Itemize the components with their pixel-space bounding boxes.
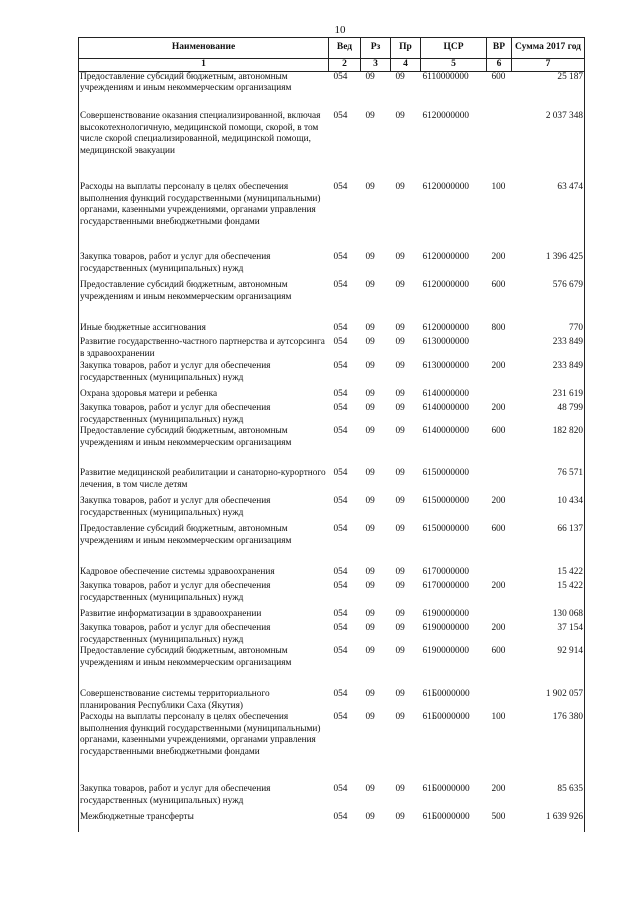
row-ved: 054 — [333, 182, 348, 192]
table-row — [79, 71, 585, 111]
header-rz: Рз — [361, 38, 391, 59]
row-sum: 231 619 — [512, 389, 585, 403]
row-name: Кадровое обеспечение системы здравоохранения — [79, 567, 329, 581]
row-ved: 054 — [333, 812, 348, 822]
row-ved: 054 — [333, 712, 348, 722]
column-number-row — [79, 59, 585, 72]
row-csr: 6190000000 — [422, 646, 469, 656]
table-row — [79, 323, 585, 337]
table-row — [79, 689, 585, 712]
row-rz: 09 — [365, 646, 375, 656]
row-vr: 200 — [491, 403, 506, 413]
row-sum: 176 380 — [512, 712, 585, 784]
row-sum: 15 422 — [512, 581, 585, 609]
row-ved: 054 — [333, 280, 348, 290]
column-number: 2 — [329, 59, 361, 72]
row-pr: 09 — [395, 784, 405, 794]
table-row — [79, 567, 585, 581]
row-name: Закупка товаров, работ и услуг для обеспечения государственных (муниципальных) нужд — [79, 496, 329, 524]
row-vr — [487, 337, 512, 361]
table-row — [79, 468, 585, 496]
row-ved: 054 — [333, 111, 348, 121]
row-sum: 85 635 — [512, 784, 585, 812]
row-ved: 054 — [333, 389, 348, 399]
row-vr — [487, 567, 512, 581]
table-row — [79, 524, 585, 567]
row-sum: 10 434 — [512, 496, 585, 524]
row-ved: 054 — [333, 252, 348, 262]
row-csr: 6150000000 — [422, 468, 469, 478]
table-row — [79, 496, 585, 524]
row-csr: 6120000000 — [422, 252, 469, 262]
row-csr: 61Б0000000 — [422, 812, 470, 822]
row-rz: 09 — [365, 337, 375, 347]
row-ved: 054 — [333, 567, 348, 577]
row-name: Межбюджетные трансферты — [79, 812, 329, 832]
row-pr: 09 — [395, 689, 405, 699]
row-csr: 6120000000 — [422, 111, 469, 121]
row-name: Закупка товаров, работ и услуг для обеспечения государственных (муниципальных) нужд — [79, 581, 329, 609]
table-row — [79, 337, 585, 361]
row-rz: 09 — [365, 252, 375, 262]
row-vr: 800 — [491, 323, 506, 333]
row-name: Предоставление субсидий бюджетным, автономным учреждениям и иным некоммерческим организациям — [79, 646, 329, 689]
row-rz: 09 — [365, 524, 375, 534]
row-vr: 200 — [491, 784, 506, 794]
row-ved: 054 — [333, 323, 348, 333]
row-vr — [487, 111, 512, 182]
row-rz: 09 — [365, 712, 375, 722]
row-rz: 09 — [365, 609, 375, 619]
row-rz: 09 — [365, 361, 375, 371]
row-rz: 09 — [365, 403, 375, 413]
row-ved: 054 — [333, 524, 348, 534]
row-name: Предоставление субсидий бюджетным, автономным учреждениям и иным некоммерческим организациям — [79, 426, 329, 468]
row-sum: 76 571 — [512, 468, 585, 496]
row-rz: 09 — [365, 280, 375, 290]
column-number: 7 — [512, 59, 585, 72]
row-ved: 054 — [333, 403, 348, 413]
row-name: Развитие информатизации в здравоохранении — [79, 609, 329, 623]
table-row — [79, 784, 585, 812]
row-pr: 09 — [395, 712, 405, 722]
table-row — [79, 361, 585, 389]
row-ved: 054 — [333, 468, 348, 478]
header-sum: Сумма 2017 год — [512, 38, 585, 59]
row-pr: 09 — [395, 252, 405, 262]
row-sum: 48 799 — [512, 403, 585, 426]
row-name: Совершенствование оказания специализированной, включая высокотехнологичную, медицинской помощи, скорой, в том числе скорой специализированной, медицинской помощи, медицинской эвакуации — [79, 111, 329, 182]
row-rz: 09 — [365, 468, 375, 478]
table-row — [79, 252, 585, 280]
table-header-row — [79, 38, 585, 59]
row-pr: 09 — [395, 111, 405, 121]
table-row — [79, 389, 585, 403]
row-name: Предоставление субсидий бюджетным, автономным учреждениям и иным некоммерческим организациям — [79, 71, 329, 111]
row-rz: 09 — [365, 426, 375, 436]
row-pr: 09 — [395, 182, 405, 192]
table-row — [79, 426, 585, 468]
row-ved: 054 — [333, 609, 348, 619]
row-vr — [487, 609, 512, 623]
row-rz: 09 — [365, 689, 375, 699]
header-csr: ЦСР — [421, 38, 487, 59]
row-name: Развитие государственно-частного партнерства и аутсорсинга в здравоохранении — [79, 337, 329, 361]
table-row — [79, 812, 585, 832]
row-vr: 200 — [491, 496, 506, 506]
row-csr: 6140000000 — [422, 403, 469, 413]
table-row — [79, 403, 585, 426]
row-ved: 054 — [333, 646, 348, 656]
row-csr: 6190000000 — [422, 623, 469, 633]
row-csr: 6120000000 — [422, 182, 469, 192]
row-vr: 200 — [491, 361, 506, 371]
row-ved: 054 — [333, 426, 348, 436]
row-pr: 09 — [395, 403, 405, 413]
row-sum: 15 422 — [512, 567, 585, 581]
row-sum: 66 137 — [512, 524, 585, 567]
row-rz: 09 — [365, 496, 375, 506]
column-number: 4 — [391, 59, 421, 72]
row-sum: 1 902 057 — [512, 689, 585, 712]
row-pr: 09 — [395, 496, 405, 506]
row-vr: 600 — [491, 280, 506, 290]
row-vr: 600 — [491, 524, 506, 534]
table-row — [79, 182, 585, 252]
column-number: 5 — [421, 59, 487, 72]
row-pr: 09 — [395, 389, 405, 399]
row-sum: 92 914 — [512, 646, 585, 689]
row-vr: 600 — [491, 646, 506, 656]
row-csr: 61Б0000000 — [422, 712, 470, 722]
row-rz: 09 — [365, 567, 375, 577]
row-pr: 09 — [395, 646, 405, 656]
table-row — [79, 712, 585, 784]
row-csr: 6170000000 — [422, 567, 469, 577]
row-rz: 09 — [365, 323, 375, 333]
row-vr — [487, 389, 512, 403]
row-sum: 233 849 — [512, 361, 585, 389]
table-row — [79, 646, 585, 689]
row-sum: 233 849 — [512, 337, 585, 361]
row-name: Расходы на выплаты персоналу в целях обеспечения выполнения функций государственными (муниципальными) органами, казенными учреждениями, органами управления государственными внебюджетными фондами — [79, 182, 329, 252]
header-name: Наименование — [79, 38, 329, 59]
table-row — [79, 623, 585, 646]
row-csr: 6130000000 — [422, 361, 469, 371]
row-name: Закупка товаров, работ и услуг для обеспечения государственных (муниципальных) нужд — [79, 252, 329, 280]
row-csr: 6140000000 — [422, 426, 469, 436]
row-name: Закупка товаров, работ и услуг для обеспечения государственных (муниципальных) нужд — [79, 361, 329, 389]
row-pr: 09 — [395, 609, 405, 619]
header-pr: Пр — [391, 38, 421, 59]
row-pr: 09 — [395, 280, 405, 290]
row-csr: 61Б0000000 — [422, 784, 470, 794]
row-rz: 09 — [365, 111, 375, 121]
row-vr: 600 — [491, 426, 506, 436]
budget-table — [78, 37, 585, 832]
row-rz: 09 — [365, 623, 375, 633]
row-name: Предоставление субсидий бюджетным, автономным учреждениям и иным некоммерческим организациям — [79, 280, 329, 323]
row-pr: 09 — [395, 361, 405, 371]
row-sum: 2 037 348 — [512, 111, 585, 182]
row-pr: 09 — [395, 524, 405, 534]
page-number: 10 — [334, 24, 346, 36]
row-vr: 200 — [491, 252, 506, 262]
row-name: Расходы на выплаты персоналу в целях обеспечения выполнения функций государственными (муниципальными) органами, казенными учреждениями, органами управления государственными внебюджетными фондами — [79, 712, 329, 784]
row-pr: 09 — [395, 812, 405, 822]
row-ved: 054 — [333, 496, 348, 506]
row-name: Иные бюджетные ассигнования — [79, 323, 329, 337]
row-name: Закупка товаров, работ и услуг для обеспечения государственных (муниципальных) нужд — [79, 623, 329, 646]
row-ved: 054 — [333, 337, 348, 347]
row-name: Совершенствование системы территориального планирования Республики Саха (Якутия) — [79, 689, 329, 712]
row-rz: 09 — [365, 389, 375, 399]
row-sum: 25 187 — [512, 71, 585, 111]
row-vr: 200 — [491, 581, 506, 591]
row-csr: 6130000000 — [422, 337, 469, 347]
row-ved: 054 — [333, 689, 348, 699]
column-number: 1 — [79, 59, 329, 72]
row-pr: 09 — [391, 71, 421, 111]
row-ved: 054 — [333, 581, 348, 591]
row-csr: 6190000000 — [422, 609, 469, 619]
row-pr: 09 — [395, 623, 405, 633]
table-row — [79, 280, 585, 323]
row-pr: 09 — [395, 426, 405, 436]
table-row — [79, 609, 585, 623]
row-sum: 63 474 — [512, 182, 585, 252]
row-csr: 6150000000 — [422, 496, 469, 506]
row-name: Охрана здоровья матери и ребенка — [79, 389, 329, 403]
row-pr: 09 — [395, 567, 405, 577]
row-sum: 576 679 — [512, 280, 585, 323]
row-rz: 09 — [361, 71, 391, 111]
row-vr: 200 — [491, 623, 506, 633]
row-vr: 100 — [491, 712, 506, 722]
row-rz: 09 — [365, 812, 375, 822]
header-ved: Вед — [329, 38, 361, 59]
row-name: Предоставление субсидий бюджетным, автономным учреждениям и иным некоммерческим организациям — [79, 524, 329, 567]
row-csr: 6110000000 — [421, 71, 487, 111]
column-number: 3 — [361, 59, 391, 72]
table-body — [79, 71, 585, 832]
column-number: 6 — [487, 59, 512, 72]
row-sum: 182 820 — [512, 426, 585, 468]
row-vr: 600 — [487, 71, 512, 111]
row-pr: 09 — [395, 581, 405, 591]
row-vr — [487, 689, 512, 712]
row-name: Развитие медицинской реабилитации и санаторно-курортного лечения, в том числе детям — [79, 468, 329, 496]
table-row — [79, 111, 585, 182]
row-sum: 770 — [512, 323, 585, 337]
row-pr: 09 — [395, 468, 405, 478]
row-csr: 6120000000 — [422, 323, 469, 333]
row-csr: 6140000000 — [422, 389, 469, 399]
row-ved: 054 — [329, 71, 361, 111]
row-ved: 054 — [333, 784, 348, 794]
row-ved: 054 — [333, 361, 348, 371]
row-vr: 500 — [491, 812, 506, 822]
row-ved: 054 — [333, 623, 348, 633]
row-sum: 1 639 926 — [512, 812, 585, 832]
row-name: Закупка товаров, работ и услуг для обеспечения государственных (муниципальных) нужд — [79, 403, 329, 426]
row-rz: 09 — [365, 784, 375, 794]
row-name: Закупка товаров, работ и услуг для обеспечения государственных (муниципальных) нужд — [79, 784, 329, 812]
row-csr: 6120000000 — [422, 280, 469, 290]
row-vr: 100 — [491, 182, 506, 192]
row-rz: 09 — [365, 182, 375, 192]
row-rz: 09 — [365, 581, 375, 591]
row-sum: 37 154 — [512, 623, 585, 646]
row-sum: 130 068 — [512, 609, 585, 623]
table-row — [79, 581, 585, 609]
header-vr: ВР — [487, 38, 512, 59]
row-vr — [487, 468, 512, 496]
row-csr: 61Б0000000 — [422, 689, 470, 699]
row-pr: 09 — [395, 323, 405, 333]
row-sum: 1 396 425 — [512, 252, 585, 280]
row-csr: 6150000000 — [422, 524, 469, 534]
row-csr: 6170000000 — [422, 581, 469, 591]
row-pr: 09 — [395, 337, 405, 347]
